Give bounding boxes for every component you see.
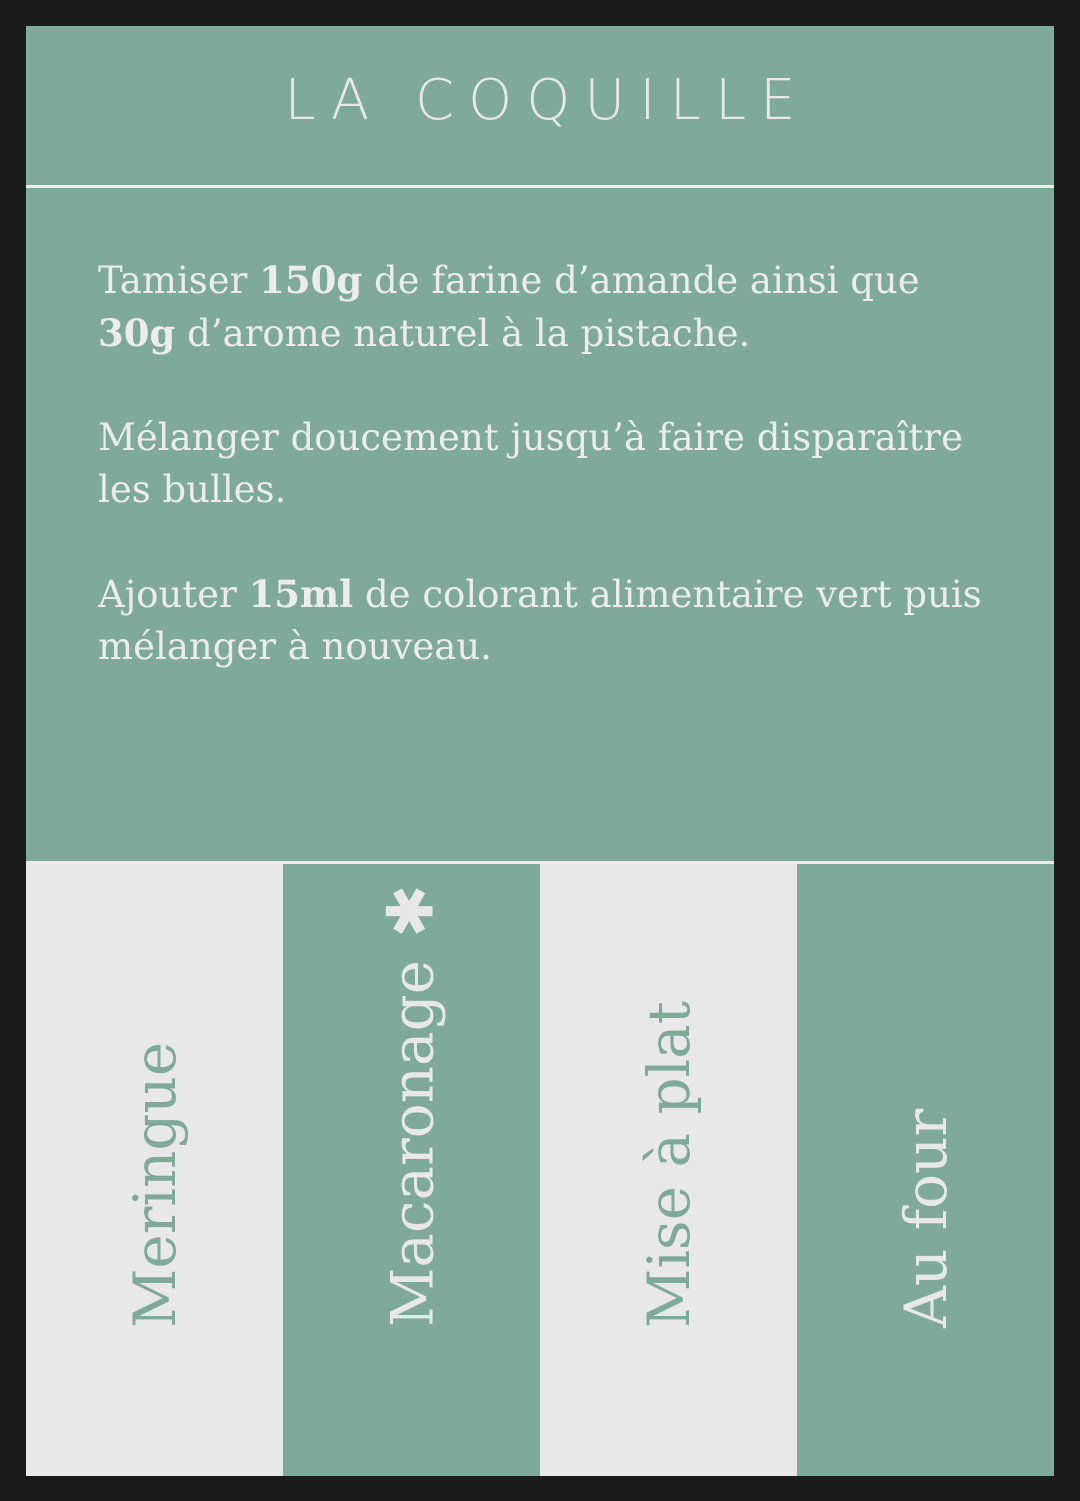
tab-au-four[interactable]	[797, 864, 1054, 1476]
step-2-text: Mélanger doucement jusqu’à faire disparaître les bulles.	[98, 416, 963, 511]
step-1-text-2: de farine d’amande ainsi que	[362, 259, 920, 302]
header-divider	[26, 185, 1054, 188]
step-3-text-2: de colorant alimentaire vert puis mélanger à nouveau.	[98, 573, 982, 668]
tab-mise-a-plat-label	[634, 1000, 703, 1328]
tab-au-four-label	[891, 1108, 960, 1328]
step-1	[98, 254, 998, 360]
card-header	[26, 26, 1054, 186]
step-tabs	[26, 864, 1054, 1476]
step-3-text-1: Ajouter	[98, 573, 249, 616]
step-1-text-1: Tamiser	[98, 259, 260, 302]
asterisk-icon: ✱	[374, 884, 448, 938]
step-1-text-3: d’arome naturel à la pistache.	[175, 312, 751, 355]
tab-macaronage-label	[374, 884, 448, 1327]
step-2	[98, 412, 998, 516]
tab-mise-a-plat[interactable]	[540, 864, 797, 1476]
step-3-quantity-coloring: 15ml	[248, 572, 354, 616]
tab-au-four-text: Au four	[891, 1108, 960, 1328]
step-3	[98, 568, 998, 673]
recipe-card	[26, 26, 1054, 1476]
tab-meringue-label	[120, 1041, 189, 1328]
tab-mise-a-plat-text: Mise à plat	[634, 1000, 703, 1328]
tab-macaronage[interactable]	[283, 864, 540, 1476]
step-1-quantity-aroma: 30g	[98, 311, 176, 355]
card-title: LA COQUILLE	[284, 67, 810, 133]
step-1-quantity-flour: 150g	[259, 258, 363, 302]
tab-macaronage-text: Macaronage	[378, 959, 446, 1327]
tab-meringue-text: Meringue	[120, 1041, 189, 1328]
tab-meringue[interactable]	[26, 864, 283, 1476]
instructions	[98, 254, 998, 725]
